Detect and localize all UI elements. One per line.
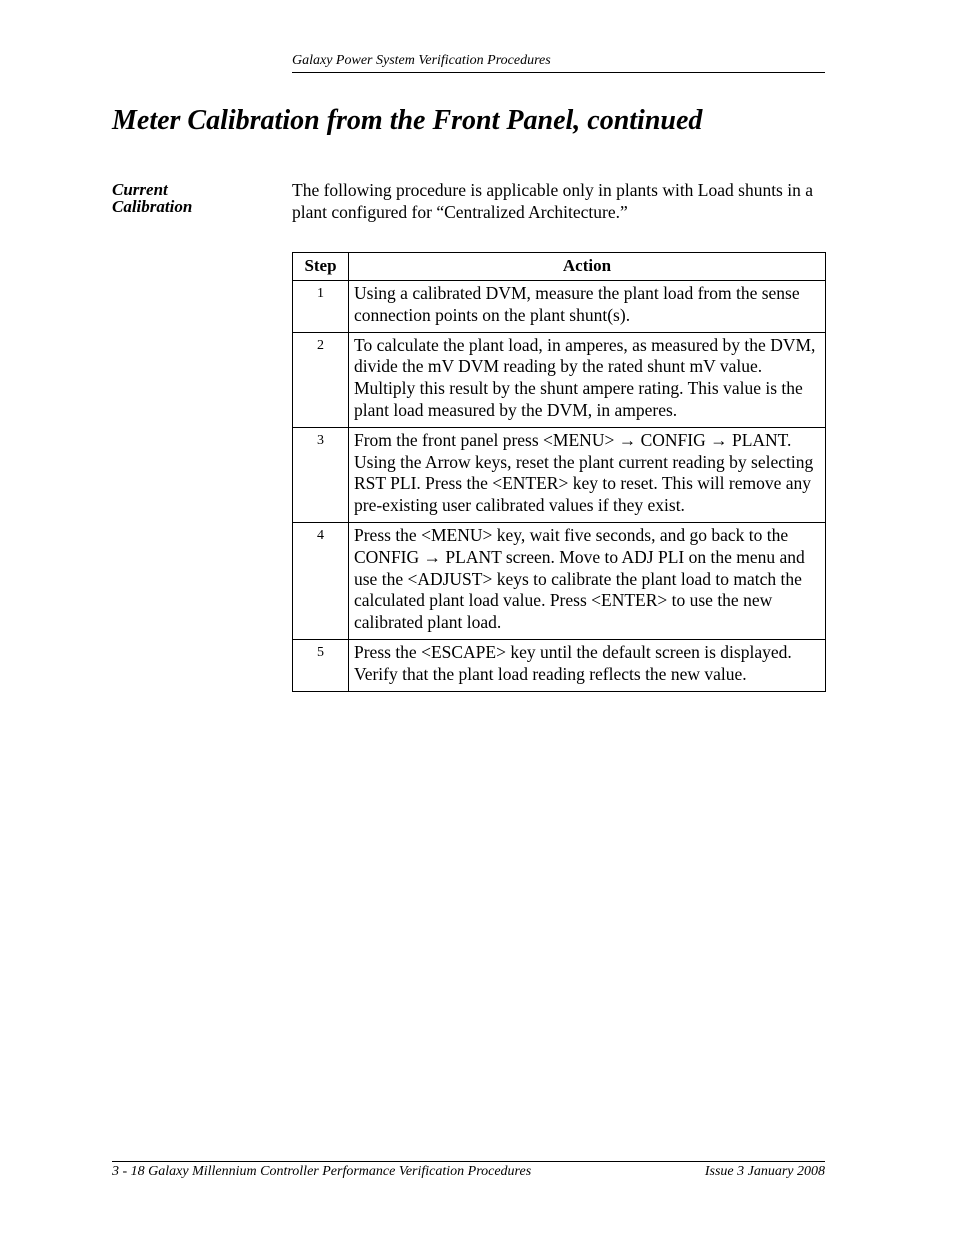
column-header-step: Step [293,253,349,281]
footer-document-title: 3 - 18 Galaxy Millennium Controller Performance Verification Procedures [112,1164,532,1179]
step-number: 1 [293,281,349,333]
table-header-row [293,253,826,281]
section-heading-line1: Current [112,180,168,199]
running-header: Galaxy Power System Verification Procedures [292,52,825,73]
step-number: 2 [293,332,349,427]
page-title: Meter Calibration from the Front Panel, continued [112,105,703,136]
column-header-action: Action [349,253,826,281]
procedure-table [292,252,826,692]
running-footer [112,1161,825,1179]
step-action: To calculate the plant load, in amperes, as measured by the DVM, divide the mV DVM reading by the rated shunt mV value. Multiply this result by the shunt ampere rating. This value is the plant load measured by the DVM, in amperes. [349,332,826,427]
step-action: Press the <ESCAPE> key until the default screen is displayed. Verify that the plant load reading reflects the new value. [349,639,826,691]
step-action: Using a calibrated DVM, measure the plant load from the sense connection points on the plant shunt(s). [349,281,826,333]
footer-issue-date: Issue 3 January 2008 [704,1164,825,1179]
step-action: Press the <MENU> key, wait five seconds, and go back to the CONFIG → PLANT screen. Move to ADJ PLI on the menu and use the <ADJUST> keys to calibrate the plant load to match the calculated plant load value. Press <ENTER> to use the new calibrated plant load. [349,522,826,639]
table-row [293,427,826,522]
intro-paragraph: The following procedure is applicable only in plants with Load shunts in a plant configured for “Centralized Architecture.” [292,180,814,222]
section-heading-line2: Calibration [112,197,193,216]
table-row [293,332,826,427]
step-number: 4 [293,522,349,639]
step-number: 3 [293,427,349,522]
table-row [293,639,826,691]
table-row [293,522,826,639]
step-number: 5 [293,639,349,691]
table-row [293,281,826,333]
step-action: From the front panel press <MENU> → CONFIG → PLANT. Using the Arrow keys, reset the plant current reading by selecting RST PLI. Press the <ENTER> key to reset. This will remove any pre-existing user calibrated values if they exist. [349,427,826,522]
section-heading [112,181,282,215]
